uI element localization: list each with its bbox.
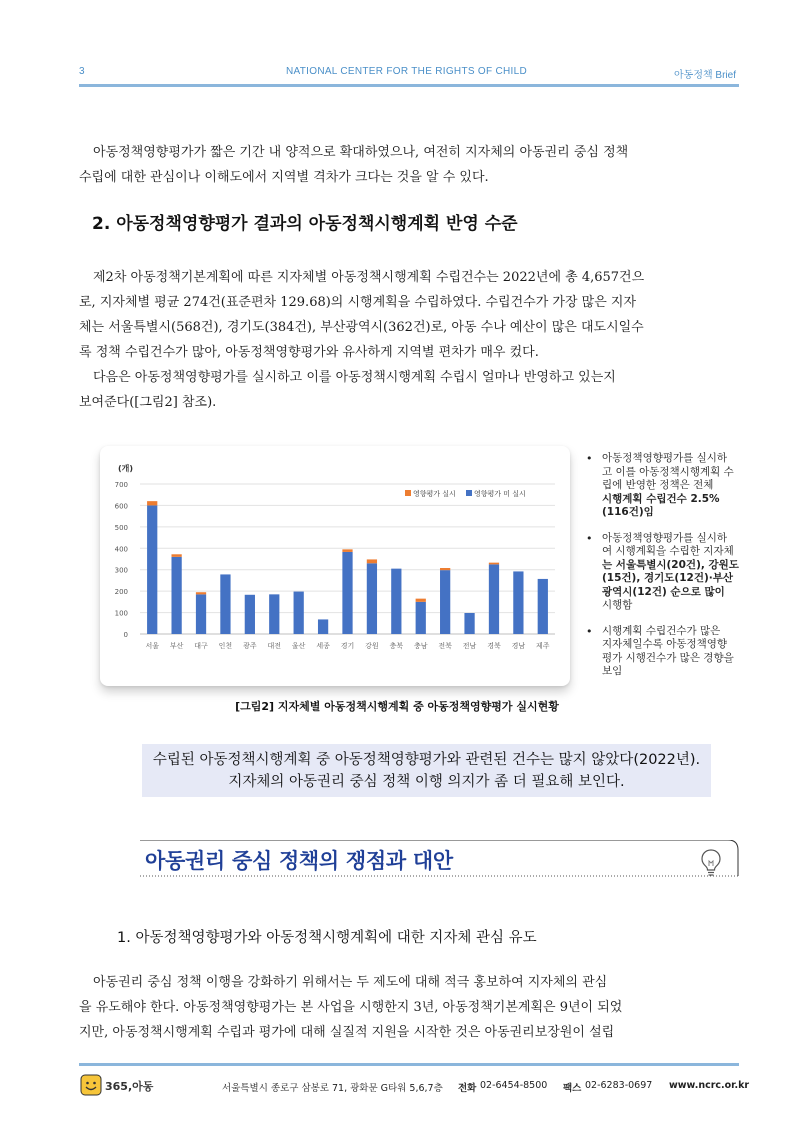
bar-segment <box>147 501 157 505</box>
y-tick-label: 200 <box>114 588 128 597</box>
legend-swatch <box>466 490 472 496</box>
text-line: 지만, 아동정책시행계획 수립과 평가에 대해 실질적 지원을 시작한 것은 아동권리보장원이 설립 <box>79 1025 615 1040</box>
bar-segment <box>171 554 181 557</box>
footer-phone-label: 전화 <box>458 1083 477 1094</box>
x-tick-label: 충북 <box>389 642 404 650</box>
y-axis-label: (개) <box>118 464 134 473</box>
x-tick-label: 전남 <box>462 642 477 650</box>
note-line: 시행계획 수립건수가 많은 <box>602 624 721 637</box>
text-line: 수립에 대한 관심이나 이해도에서 지역별 격차가 크다는 것을 알 수 있다. <box>79 170 489 185</box>
x-tick-label: 울산 <box>291 642 306 650</box>
bullet-icon: • <box>586 531 593 545</box>
bar-segment <box>342 552 352 634</box>
y-tick-label: 400 <box>114 545 128 554</box>
logo-text: 365,아동 <box>105 1080 154 1093</box>
bar-chart <box>100 446 570 686</box>
bar-segment <box>416 602 426 634</box>
y-tick-label: 100 <box>114 609 128 618</box>
text-line: 아동정책영향평가가 짧은 기간 내 양적으로 확대하였으나, 여전히 지자체의 아동권리 중심 정책 <box>93 145 629 160</box>
bar-segment <box>489 564 499 634</box>
x-tick-label: 인천 <box>218 642 233 650</box>
bar-segment <box>196 594 206 634</box>
note-line: 평가 시행건수가 많은 경향을 <box>602 651 734 664</box>
subsection-title: 1. 아동정책영향평가와 아동정책시행계획에 대한 지자체 관심 유도 <box>117 930 537 946</box>
y-tick-label: 600 <box>114 502 128 511</box>
x-tick-label: 경북 <box>487 642 501 650</box>
x-tick-label: 세종 <box>316 642 330 650</box>
note-line: 광역시(12건) 순으로 많이 <box>602 585 725 598</box>
note-line: 지자체일수록 아동정책영향 <box>602 638 728 650</box>
text-line: 아동권리 중심 정책 이행을 강화하기 위해서는 두 제도에 대해 적극 홍보하여 지자체의 관심 <box>93 975 608 990</box>
bar-segment <box>416 599 426 602</box>
bar-segment <box>391 569 401 634</box>
bar-segment <box>196 592 206 594</box>
bar-segment <box>220 574 230 634</box>
bar-segment <box>294 592 304 634</box>
legend-swatch <box>405 490 411 496</box>
bar-segment <box>513 571 523 634</box>
bar-segment <box>269 594 279 634</box>
note-line: 아동정책영향평가를 실시하 <box>602 531 728 544</box>
x-tick-label: 광주 <box>243 642 257 650</box>
footer-website: www.ncrc.or.kr <box>669 1080 750 1091</box>
text-line: 로, 지자체별 평균 274건(표준편차 129.68)의 시행계획을 수립하였다. 수립건수가 가장 많은 지자 <box>79 295 637 310</box>
x-tick-label: 전북 <box>438 642 452 650</box>
section-title: 2. 아동정책영향평가 결과의 아동정책시행계획 반영 수준 <box>92 214 518 234</box>
x-tick-label: 대구 <box>194 642 208 650</box>
bar-segment <box>342 549 352 552</box>
x-tick-label: 충남 <box>413 642 428 650</box>
chart-note <box>586 625 746 679</box>
text-line: 록 정책 수립건수가 많아, 아동정책영향평가와 유사하게 지역별 편차가 매우 컸다. <box>79 345 539 360</box>
banner-title: 아동권리 중심 정책의 쟁점과 대안 <box>145 849 453 873</box>
chart-panel <box>100 446 570 686</box>
bar-segment <box>245 595 255 634</box>
text-line: 보여준다([그림2] 참조). <box>79 395 217 410</box>
text-line: 체는 서울특별시(568건), 경기도(384건), 부산광역시(362건)로, 아동 수나 예산이 많은 대도시일수 <box>79 320 644 335</box>
intro-paragraph <box>79 140 739 190</box>
figure-caption: [그림2] 지자체별 아동정책시행계획 중 아동정책영향평가 실시현황 <box>235 700 559 713</box>
bar-segment <box>538 579 548 634</box>
highlight-box <box>142 744 711 797</box>
footer-logo <box>80 1074 160 1096</box>
note-line: 는 서울특별시(20건), 강원도 <box>602 558 739 571</box>
subsection-paragraph <box>79 970 739 1045</box>
bar-segment <box>171 557 181 634</box>
highlight-line: 지자체의 아동권리 중심 정책 이행 의지가 좀 더 필요해 보인다. <box>228 774 625 790</box>
y-tick-label: 700 <box>114 481 128 489</box>
x-tick-label: 부산 <box>169 642 184 650</box>
section2-paragraph <box>79 265 739 415</box>
note-line: 시행함 <box>602 599 633 611</box>
bar-segment <box>147 505 157 634</box>
x-tick-label: 경남 <box>511 642 526 650</box>
x-tick-label: 강원 <box>365 642 379 650</box>
bar-segment <box>318 619 328 634</box>
text-line: 을 유도해야 한다. 아동정책영향평가는 본 사업을 시행한지 3년, 아동정책기본계획은 9년이 되었 <box>79 1000 623 1015</box>
bar-segment <box>440 568 450 570</box>
legend-label: 영향평가 실시 <box>413 490 456 498</box>
header-brief-label: 아동정책 Brief <box>674 70 736 81</box>
x-tick-label: 서울 <box>145 642 159 650</box>
note-line: 립에 반영한 정책은 전체 <box>602 479 714 491</box>
highlight-line: 수립된 아동정책시행계획 중 아동정책영향평가와 관련된 건수는 많지 않았다(2022년). <box>152 752 701 768</box>
lightbulb-icon <box>700 848 722 878</box>
footer-phone: 02-6454-8500 <box>480 1080 548 1091</box>
chart-note <box>586 532 746 613</box>
y-tick-label: 300 <box>114 566 128 575</box>
x-tick-label: 경기 <box>340 642 355 650</box>
x-tick-label: 대전 <box>267 642 282 650</box>
bullet-icon: • <box>586 624 593 638</box>
footer-address: 서울특별시 종로구 삼봉로 71, 광화문 G타워 5,6,7층 <box>222 1083 443 1094</box>
y-tick-label: 500 <box>114 523 128 532</box>
footer-rule <box>79 1063 739 1066</box>
smiley-logo-icon <box>80 1074 102 1096</box>
note-line: 시행계획 수립건수 2.5% <box>602 492 720 505</box>
note-line: (15건), 경기도(12건)·부산 <box>602 572 734 584</box>
bar-segment <box>367 559 377 563</box>
footer-fax-label: 팩스 <box>563 1083 582 1094</box>
note-line: (116건)임 <box>602 506 654 518</box>
chart-notes <box>586 452 746 691</box>
header-rule <box>79 84 739 87</box>
note-line: 고 이를 아동정책시행계획 수 <box>602 465 734 478</box>
footer-fax: 02-6283-0697 <box>585 1080 653 1091</box>
note-line: 아동정책영향평가를 실시하 <box>602 452 728 464</box>
legend-label: 영향평가 미 실시 <box>474 490 526 498</box>
bar-segment <box>489 563 499 565</box>
x-tick-label: 제주 <box>536 642 550 650</box>
y-tick-label: 0 <box>123 631 128 639</box>
bullet-icon: • <box>586 452 593 465</box>
page-number: 3 <box>79 66 85 77</box>
note-line: 여 시행계획을 수립한 지자체 <box>602 545 734 557</box>
chart-note <box>586 452 746 520</box>
text-line: 제2차 아동정책기본계획에 따른 지자체별 아동정책시행계획 수립건수는 2022년에 총 4,657건으 <box>93 270 645 285</box>
bar-segment <box>464 613 474 634</box>
bar-segment <box>367 563 377 634</box>
bar-segment <box>440 570 450 634</box>
header-title: NATIONAL CENTER FOR THE RIGHTS OF CHILD <box>286 66 527 77</box>
note-line: 보임 <box>602 665 623 677</box>
text-line: 다음은 아동정책영향평가를 실시하고 이를 아동정책시행계획 수립시 얼마나 반영하고 있는지 <box>93 370 616 385</box>
